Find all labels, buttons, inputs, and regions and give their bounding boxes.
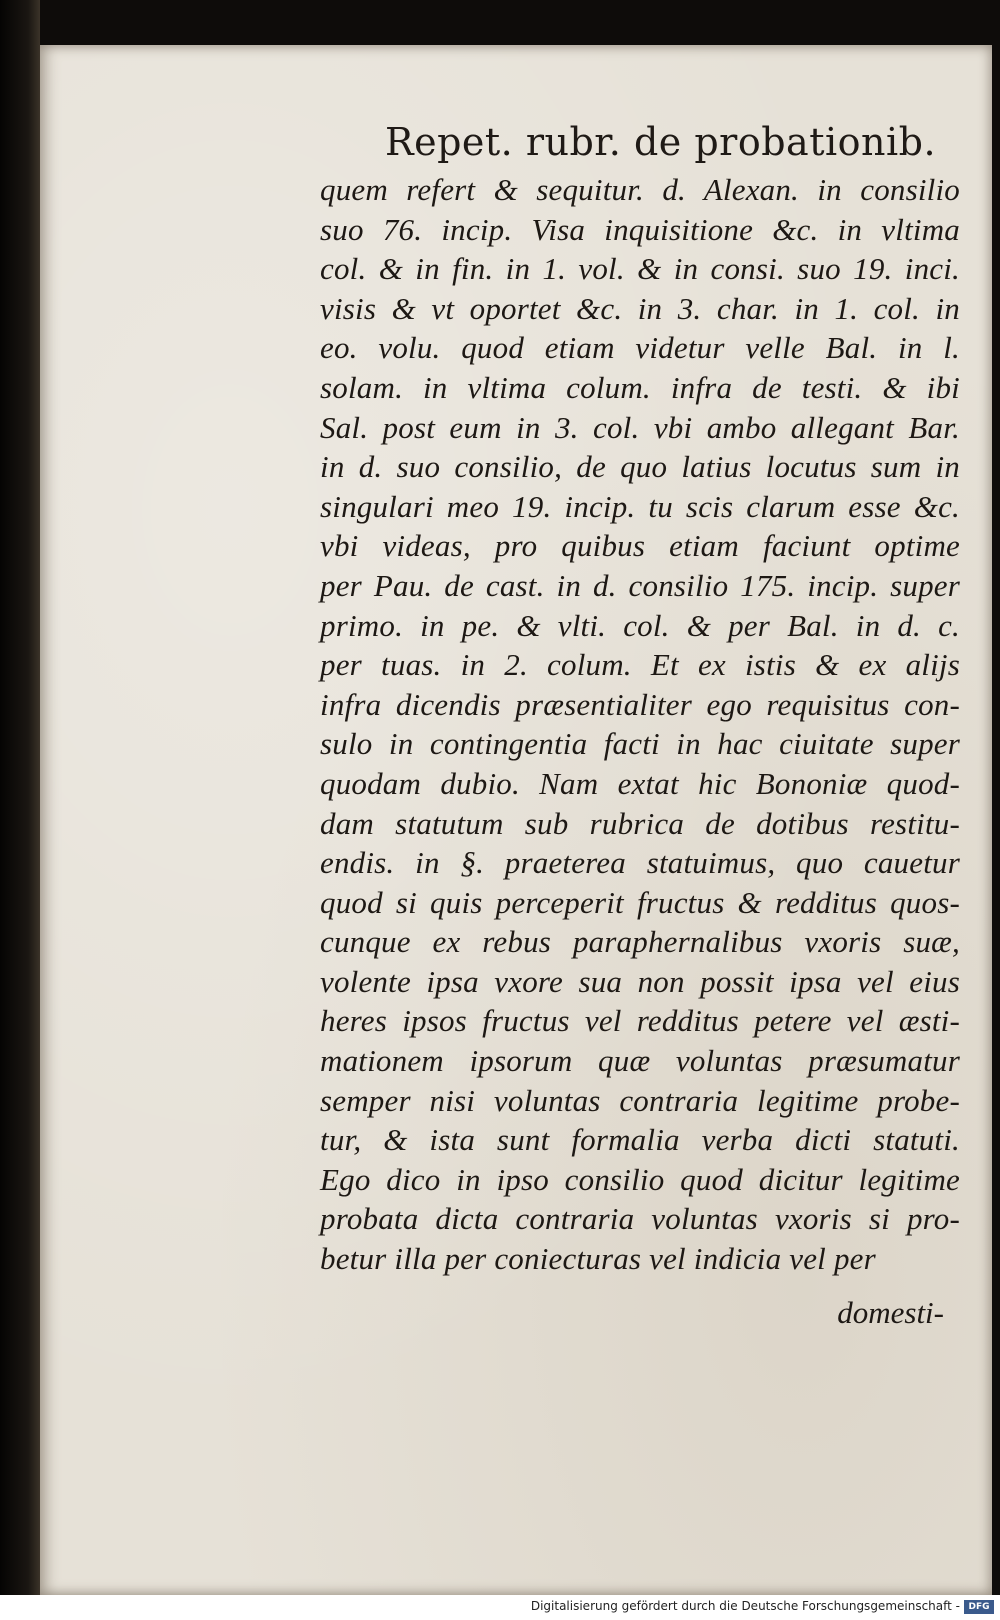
text-line: probata dicta contraria voluntas vxoris si pro- — [320, 1201, 960, 1237]
body-text — [320, 170, 960, 1279]
text-line: primo. in pe. & vlti. col. & per Bal. in d. c. — [320, 607, 960, 643]
text-line: eo. volu. quod etiam videtur velle Bal. in l. — [320, 330, 960, 366]
text-line: col. & in fin. in 1. vol. & in consi. suo 19. inci. — [320, 251, 960, 287]
text-line: quem refert & sequitur. d. Alexan. in consilio — [320, 172, 960, 207]
text-line: visis & vt oportet &c. in 3. char. in 1. col. in — [320, 290, 960, 326]
text-line: Sal. post eum in 3. col. vbi ambo allegant Bar. — [320, 409, 960, 445]
digitization-footer — [0, 1595, 1000, 1620]
text-line: volente ipsa vxore sua non possit ipsa vel eius — [320, 963, 960, 999]
text-line: per Pau. de cast. in d. consilio 175. incip. super — [320, 567, 960, 603]
text-line: sulo in contingentia facti in hac ciuitate super — [320, 726, 960, 762]
text-line: in d. suo consilio, de quo latius locutus sum in — [320, 449, 960, 485]
catchword: domesti- — [837, 1295, 944, 1330]
text-line: semper nisi voluntas contraria legitime probe- — [320, 1082, 960, 1118]
text-line: vbi videas, pro quibus etiam faciunt optime — [320, 528, 960, 564]
text-line: endis. in §. praeterea statuimus, quo cauetur — [320, 845, 960, 881]
text-line: quodam dubio. Nam extat hic Bononiæ quod- — [320, 765, 960, 801]
book-page — [40, 45, 992, 1595]
text-line: Ego dico in ipso consilio quod dicitur legitime — [320, 1161, 960, 1197]
scan-dark-edge — [0, 0, 40, 1620]
text-line: dam statutum sub rubrica de dotibus restitu- — [320, 805, 960, 841]
text-line: solam. in vltima colum. infra de testi. & ibi — [320, 369, 960, 405]
dfg-logo-icon: DFG — [964, 1600, 994, 1614]
running-head: Repet. rubr. de probationib. — [385, 120, 937, 164]
text-line: betur illa per coniecturas vel indicia vel per — [320, 1241, 876, 1277]
text-line: per tuas. in 2. colum. Et ex istis & ex alijs — [320, 647, 960, 683]
text-line: mationem ipsorum quæ voluntas præsumatur — [320, 1043, 960, 1079]
text-line: infra dicendis præsentialiter ego requisitus con- — [320, 686, 960, 722]
text-line: heres ipsos fructus vel redditus petere vel æsti- — [320, 1003, 960, 1039]
text-line: quod si quis perceperit fructus & redditus quos- — [320, 884, 960, 920]
footer-credit: Digitalisierung gefördert durch die Deutsche Forschungsgemeinschaft - — [530, 1599, 960, 1613]
text-line: cunque ex rebus paraphernalibus vxoris suæ, — [320, 924, 960, 960]
text-line: singulari meo 19. incip. tu scis clarum esse &c. — [320, 488, 960, 524]
text-line: tur, & ista sunt formalia verba dicti statuti. — [320, 1122, 960, 1158]
text-line: suo 76. incip. Visa inquisitione &c. in vltima — [320, 211, 960, 247]
